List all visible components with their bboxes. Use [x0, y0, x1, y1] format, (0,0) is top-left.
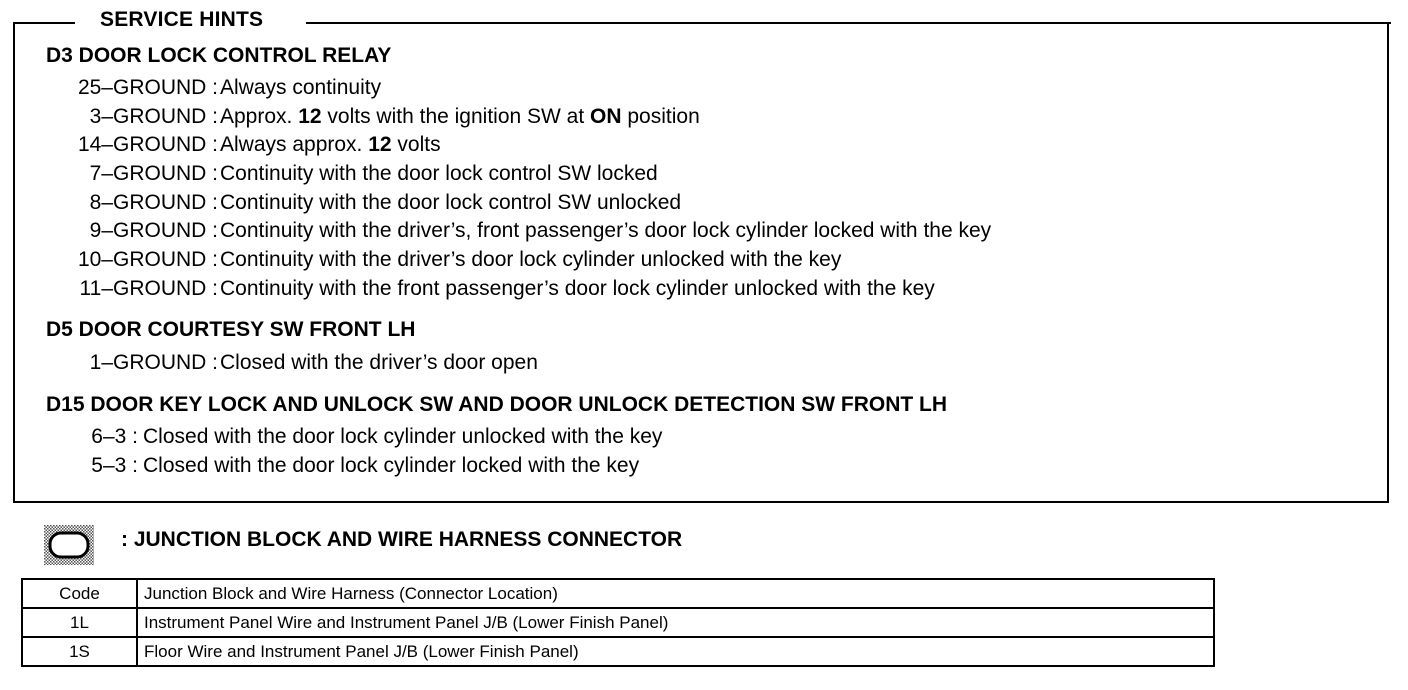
hint-pin: 11–GROUND : [79, 277, 218, 300]
hint-row [20, 160, 1120, 188]
table-cell-location: Instrument Panel Wire and Instrument Panel J/B (Lower Finish Panel) [137, 608, 1214, 637]
hint-pin: 10–GROUND : [77, 248, 218, 271]
hint-row [20, 349, 1120, 377]
hint-row [20, 103, 1120, 131]
table-header-location: Junction Block and Wire Harness (Connector Location) [137, 579, 1214, 608]
hint-row [20, 217, 1120, 245]
table-row [22, 608, 1214, 637]
hint-desc: Closed with the door lock cylinder locked with the key [143, 454, 640, 477]
hint-desc: Always approx. 12 volts [220, 133, 441, 156]
hint-desc: Closed with the door lock cylinder unlocked with the key [143, 425, 663, 448]
hint-pin: 14–GROUND : [77, 133, 218, 156]
hint-desc: Continuity with the driver’s, front passenger’s door lock cylinder locked with the key [220, 219, 992, 242]
frame-top-line-left [13, 22, 75, 24]
hint-desc: Continuity with the front passenger’s door lock cylinder unlocked with the key [220, 277, 935, 300]
frame-top-line-right [306, 22, 1391, 24]
hint-pin: 5–3 : [91, 454, 138, 477]
hint-desc: Continuity with the door lock control SW locked [220, 162, 658, 185]
hint-row [20, 452, 1120, 480]
table-header-row [22, 579, 1214, 608]
legend-text: : JUNCTION BLOCK AND WIRE HARNESS CONNECTOR [121, 528, 683, 551]
hint-row [20, 423, 1120, 451]
hint-row [20, 131, 1120, 159]
table-cell-location: Floor Wire and Instrument Panel J/B (Lower Finish Panel) [137, 637, 1214, 666]
hint-desc: Continuity with the driver’s door lock cylinder unlocked with the key [220, 248, 842, 271]
table-cell-code: 1S [22, 637, 137, 666]
table-header-code: Code [22, 579, 137, 608]
hint-desc: Closed with the driver’s door open [220, 351, 538, 374]
section-heading-d3: D3 DOOR LOCK CONTROL RELAY [46, 44, 392, 67]
table-cell-code: 1L [22, 608, 137, 637]
junction-connector-icon [44, 525, 94, 565]
hint-pin: 25–GROUND : [77, 76, 218, 99]
hint-row [20, 275, 1120, 303]
table-row [22, 637, 1214, 666]
hint-row [20, 189, 1120, 217]
service-hints-title: SERVICE HINTS [100, 8, 264, 31]
hint-desc: Approx. 12 volts with the ignition SW at ON position [220, 105, 700, 128]
section-heading-d15: D15 DOOR KEY LOCK AND UNLOCK SW AND DOOR UNLOCK DETECTION SW FRONT LH [46, 393, 948, 416]
hint-pin: 6–3 : [91, 425, 138, 448]
hint-desc: Always continuity [220, 76, 382, 99]
hint-pin: 8–GROUND : [89, 191, 218, 214]
hint-pin: 1–GROUND : [89, 351, 218, 374]
hint-pin: 9–GROUND : [89, 219, 218, 242]
junction-block-table [21, 578, 1215, 667]
hint-row [20, 74, 1120, 102]
hint-desc: Continuity with the door lock control SW unlocked [220, 191, 682, 214]
hint-pin: 7–GROUND : [89, 162, 218, 185]
hint-row [20, 246, 1120, 274]
section-heading-d5: D5 DOOR COURTESY SW FRONT LH [46, 318, 416, 341]
hint-pin: 3–GROUND : [89, 105, 218, 128]
